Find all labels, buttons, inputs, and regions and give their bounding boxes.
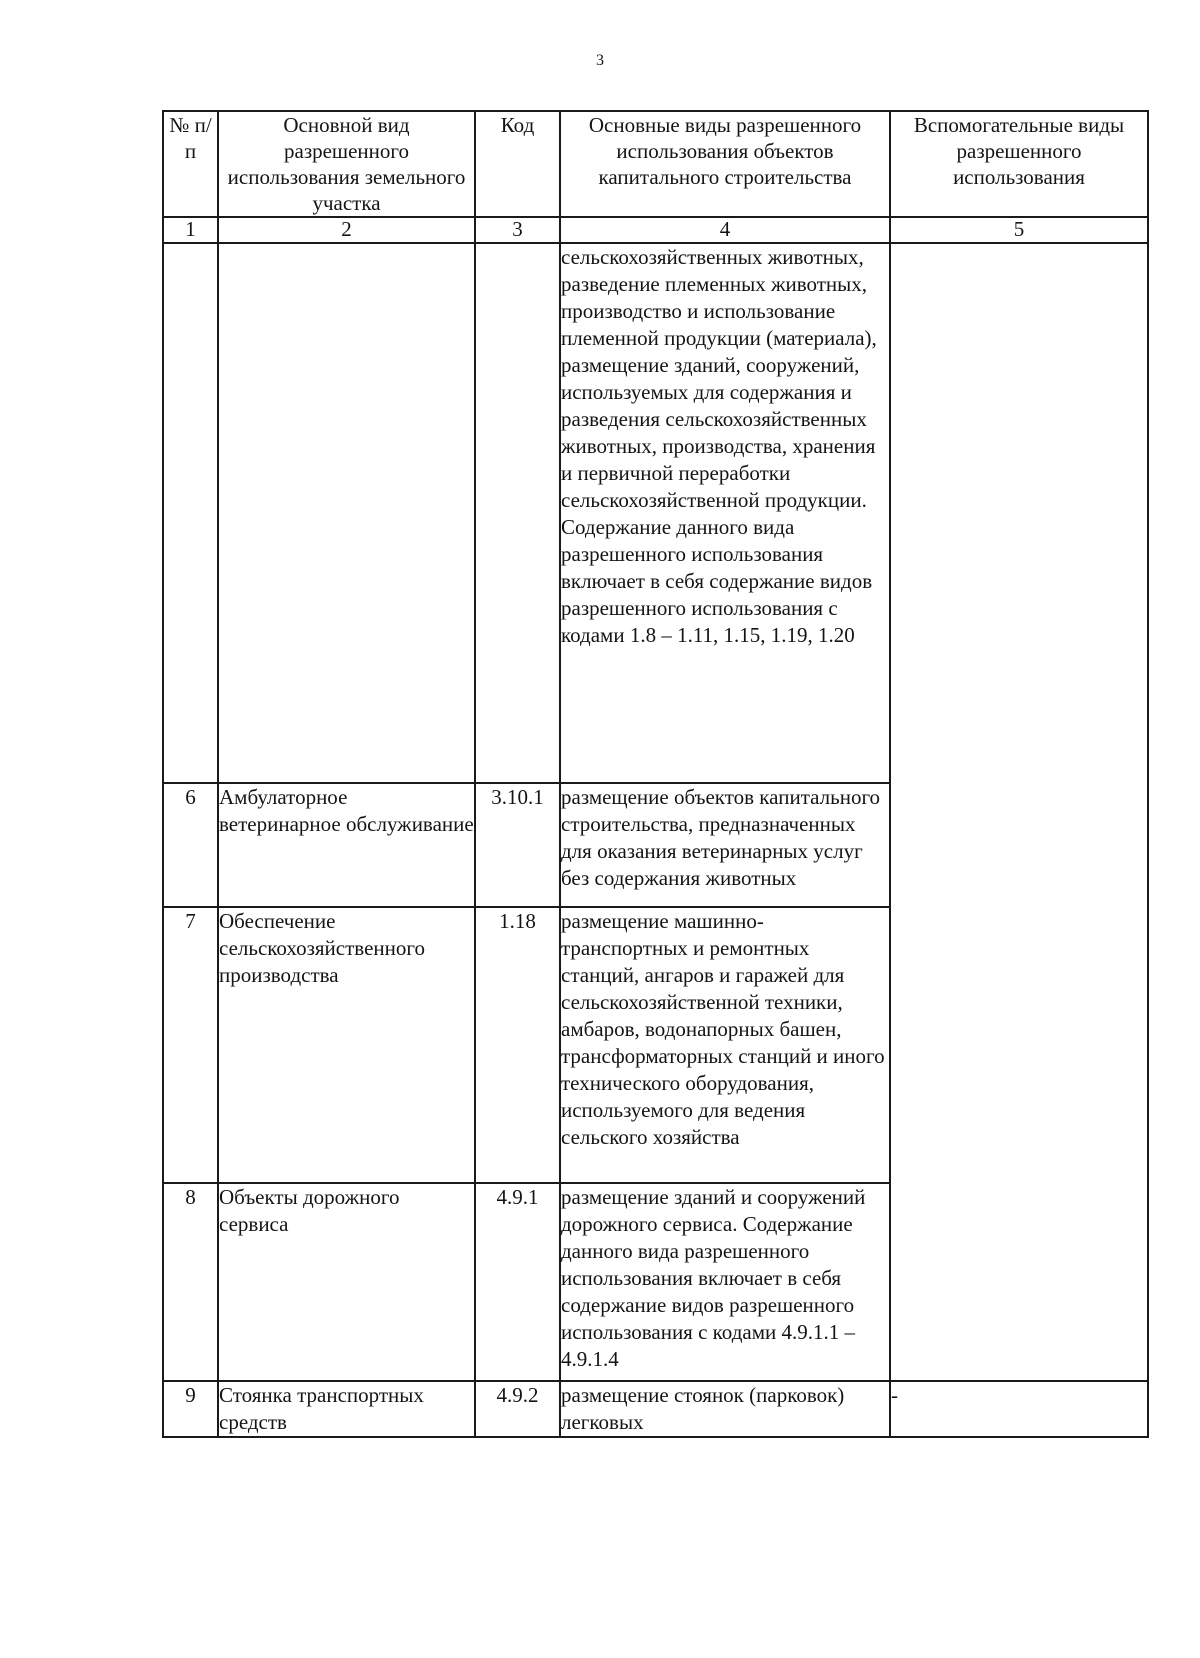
column-number: 3 (475, 217, 560, 243)
column-number: 2 (218, 217, 475, 243)
row-name (218, 243, 475, 783)
header-auxiliary-use: Вспомогательные виды разрешенного использования (890, 111, 1148, 217)
row-description: размещение объектов капитального строительства, предназначенных для оказания ветеринарных услуг без содержания животных (560, 783, 890, 907)
row-description: размещение стоянок (парковок) легковых (560, 1381, 890, 1437)
row-description: размещение машинно-транспортных и ремонтных станций, ангаров и гаражей для сельскохозяйственной техники, амбаров, водонапорных башен, трансформаторных станций и иного технического оборудования, используемого для ведения сельского хозяйства (560, 907, 890, 1183)
column-number: 4 (560, 217, 890, 243)
row-number: 8 (163, 1183, 218, 1381)
land-use-table (162, 110, 1149, 1438)
column-number-row (163, 217, 1148, 243)
header-code: Код (475, 111, 560, 217)
row-name: Стоянка транспортных средств (218, 1381, 475, 1437)
header-main-land-use: Основной вид разрешенного использования земельного участка (218, 111, 475, 217)
row-code: 4.9.1 (475, 1183, 560, 1381)
row-name: Амбулаторное ветеринарное обслуживание (218, 783, 475, 907)
row-code: 1.18 (475, 907, 560, 1183)
page-number: 3 (596, 52, 604, 69)
header-row (163, 111, 1148, 217)
row-code (475, 243, 560, 783)
row-code: 4.9.2 (475, 1381, 560, 1437)
row-number: 6 (163, 783, 218, 907)
header-no: № п/п (163, 111, 218, 217)
row-number (163, 243, 218, 783)
column-number: 1 (163, 217, 218, 243)
header-main-construction-use: Основные виды разрешенного использования объектов капитального строительства (560, 111, 890, 217)
column-number: 5 (890, 217, 1148, 243)
row-name: Обеспечение сельскохозяйственного производства (218, 907, 475, 1183)
row-number: 9 (163, 1381, 218, 1437)
row-code: 3.10.1 (475, 783, 560, 907)
table-row (163, 1381, 1148, 1437)
row-description: размещение зданий и сооружений дорожного сервиса. Содержание данного вида разрешенного использования включает в себя содержание видов разрешенного использования с кодами 4.9.1.1 – 4.9.1.4 (560, 1183, 890, 1381)
row-auxiliary (890, 243, 1148, 1381)
row-number: 7 (163, 907, 218, 1183)
row-auxiliary: - (890, 1381, 1148, 1437)
row-name: Объекты дорожного сервиса (218, 1183, 475, 1381)
row-description: сельскохозяйственных животных, разведение племенных животных, производство и использование племенной продукции (материала), размещение зданий, сооружений, используемых для содержания и разведения сельскохозяйственных животных, производства, хранения и первичной переработки сельскохозяйственной продукции. Содержание данного вида разрешенного использования включает в себя содержание видов разрешенного использования с кодами 1.8 – 1.11, 1.15, 1.19, 1.20 (560, 243, 890, 783)
table-row (163, 243, 1148, 783)
